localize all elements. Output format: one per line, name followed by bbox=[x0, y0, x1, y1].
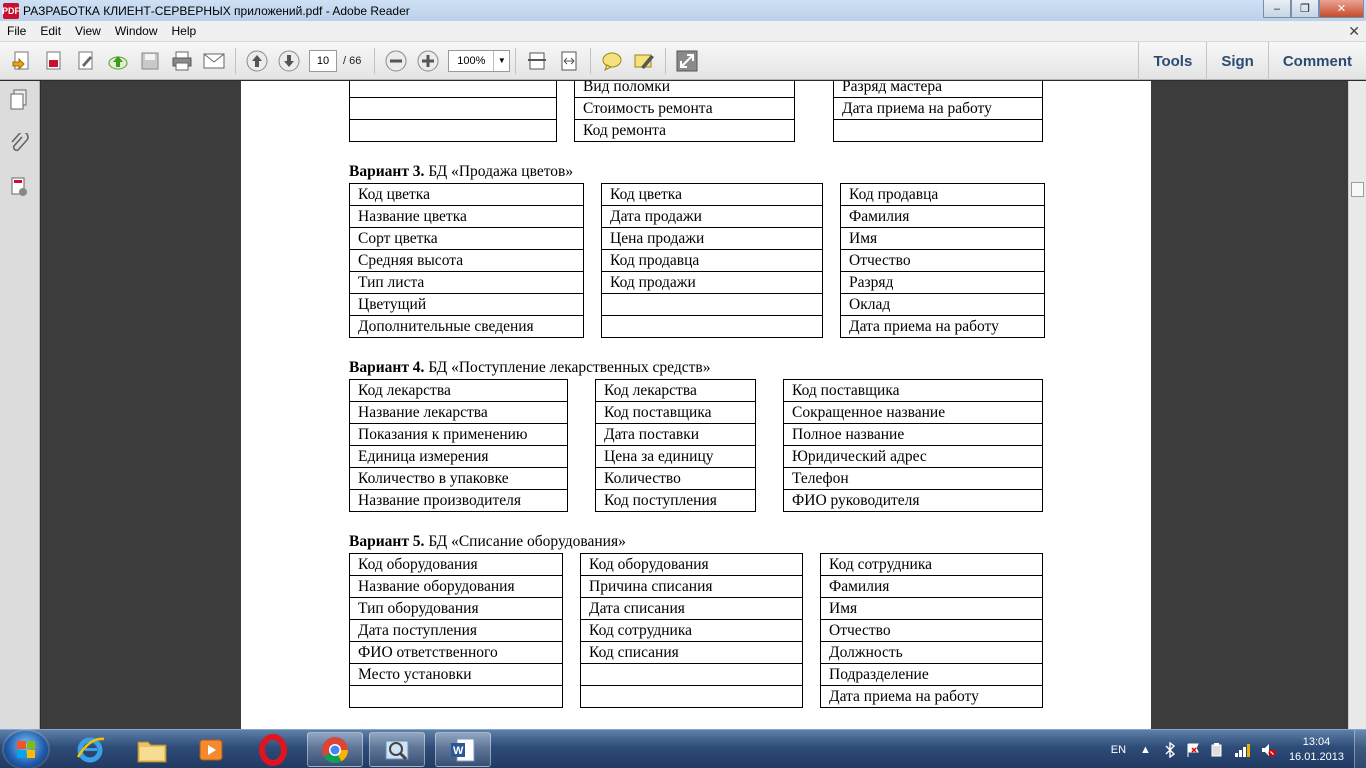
table-v5-equipment bbox=[349, 553, 563, 708]
table-cell bbox=[350, 120, 557, 142]
chevron-down-icon[interactable]: ▼ bbox=[493, 51, 509, 71]
document-viewer[interactable] bbox=[41, 81, 1348, 729]
upload-cloud-icon[interactable] bbox=[105, 48, 131, 74]
page-number-input[interactable]: 10 bbox=[309, 50, 337, 72]
language-indicator[interactable]: EN bbox=[1110, 743, 1127, 756]
table-cell: Код оборудования bbox=[350, 554, 563, 576]
pdf-page bbox=[241, 81, 1151, 729]
volume-muted-icon[interactable] bbox=[1260, 742, 1276, 758]
table-cell: Код лекарства bbox=[596, 380, 756, 402]
table-cell: Разряд bbox=[841, 272, 1045, 294]
table-top-col2 bbox=[574, 81, 795, 142]
table-cell: Код поставщика bbox=[784, 380, 1043, 402]
fit-width-icon[interactable] bbox=[556, 48, 582, 74]
table-cell: Юридический адрес bbox=[784, 446, 1043, 468]
svg-text:W: W bbox=[453, 744, 464, 757]
table-cell: Название лекарства bbox=[350, 402, 568, 424]
table-cell: Название оборудования bbox=[350, 576, 563, 598]
table-cell: Средняя высота bbox=[350, 250, 584, 272]
table-v3-sellers bbox=[840, 183, 1045, 338]
menu-view[interactable]: View bbox=[75, 24, 101, 38]
scrollbar-thumb[interactable] bbox=[1351, 182, 1364, 197]
system-clock[interactable] bbox=[1289, 735, 1344, 765]
table-cell: Дата приема на работу bbox=[821, 686, 1043, 708]
table-cell: ФИО ответственного bbox=[350, 642, 563, 664]
table-cell: ФИО руководителя bbox=[784, 490, 1043, 512]
print-icon[interactable] bbox=[169, 48, 195, 74]
zoom-in-icon[interactable] bbox=[415, 48, 441, 74]
tools-button[interactable]: Tools bbox=[1138, 42, 1206, 80]
ie-icon[interactable] bbox=[62, 732, 118, 767]
table-cell: Должность bbox=[821, 642, 1043, 664]
table-cell: Код продавца bbox=[841, 184, 1045, 206]
table-cell: Количество в упаковке bbox=[350, 468, 568, 490]
table-cell: Сорт цветка bbox=[350, 228, 584, 250]
table-cell: Дата списания bbox=[581, 598, 803, 620]
windows-taskbar bbox=[0, 729, 1366, 768]
toolbar-separator bbox=[590, 48, 591, 74]
export-pdf-icon[interactable] bbox=[41, 48, 67, 74]
table-cell: Вид поломки bbox=[575, 81, 795, 98]
attachments-icon[interactable] bbox=[8, 133, 30, 155]
table-cell: Тип листа bbox=[350, 272, 584, 294]
main-toolbar bbox=[0, 42, 1366, 80]
window-title-bar[interactable] bbox=[0, 0, 1366, 21]
table-cell: Код ремонта bbox=[575, 120, 795, 142]
variant-label: Вариант 4. bbox=[349, 359, 425, 376]
chrome-icon[interactable] bbox=[307, 732, 363, 767]
toolbar-separator bbox=[515, 48, 516, 74]
toolbar-separator bbox=[235, 48, 236, 74]
table-cell bbox=[834, 120, 1043, 142]
variant-title: БД «Продажа цветов» bbox=[424, 163, 574, 180]
table-cell: Цветущий bbox=[350, 294, 584, 316]
previous-page-icon[interactable] bbox=[244, 48, 270, 74]
table-top-col3 bbox=[833, 81, 1043, 142]
fit-page-icon[interactable] bbox=[524, 48, 550, 74]
table-top-col1 bbox=[349, 81, 557, 142]
page-total: / 66 bbox=[343, 54, 362, 67]
windows-logo-icon bbox=[17, 741, 35, 758]
adobe-reader-icon: PDF bbox=[3, 3, 19, 19]
table-cell: Дата поступления bbox=[350, 620, 563, 642]
table-cell bbox=[581, 686, 803, 708]
table-cell: Цена за единицу bbox=[596, 446, 756, 468]
table-cell: Код лекарства bbox=[350, 380, 568, 402]
table-cell: Название цветка bbox=[350, 206, 584, 228]
variant-title: БД «Поступление лекарственных средств» bbox=[424, 359, 711, 376]
table-cell: Название производителя bbox=[350, 490, 568, 512]
media-player-icon[interactable] bbox=[183, 732, 239, 767]
toolbar-separator bbox=[374, 48, 375, 74]
comment-bubble-icon[interactable] bbox=[599, 48, 625, 74]
table-cell: Код цветка bbox=[350, 184, 584, 206]
page-thumbnails-icon[interactable] bbox=[8, 89, 30, 111]
next-page-icon[interactable] bbox=[276, 48, 302, 74]
navigation-pane bbox=[0, 81, 40, 729]
variant-label: Вариант 3. bbox=[349, 163, 425, 180]
table-v5-employees bbox=[820, 553, 1043, 708]
show-hidden-icons-icon[interactable]: ▲ bbox=[1140, 743, 1151, 756]
table-cell: Код оборудования bbox=[581, 554, 803, 576]
word-icon[interactable] bbox=[435, 732, 491, 767]
table-cell: Код списания bbox=[581, 642, 803, 664]
table-cell: Код сотрудника bbox=[821, 554, 1043, 576]
table-cell: Стоимость ремонта bbox=[575, 98, 795, 120]
close-button[interactable]: ✕ bbox=[1319, 0, 1364, 18]
zoom-value: 100% bbox=[457, 54, 486, 67]
variant-label: Вариант 5. bbox=[349, 533, 425, 550]
restore-button[interactable]: ❐ bbox=[1291, 0, 1319, 18]
show-desktop-button[interactable] bbox=[1354, 730, 1366, 768]
clock-time: 13:04 bbox=[1302, 735, 1331, 748]
variant-title: БД «Списание оборудования» bbox=[424, 533, 626, 550]
table-cell: Код сотрудника bbox=[581, 620, 803, 642]
table-cell: Дата приема на работу bbox=[841, 316, 1045, 338]
table-v4-receipts bbox=[595, 379, 756, 512]
table-cell: Код поступления bbox=[596, 490, 756, 512]
start-button[interactable] bbox=[4, 731, 48, 768]
variant-4-heading bbox=[349, 359, 710, 377]
create-pdf-icon[interactable] bbox=[9, 48, 35, 74]
network-signal-icon[interactable] bbox=[1234, 742, 1250, 758]
menu-file[interactable]: File bbox=[7, 24, 27, 38]
table-cell: Количество bbox=[596, 468, 756, 490]
clock-date: 16.01.2013 bbox=[1288, 750, 1344, 763]
table-cell: Отчество bbox=[841, 250, 1045, 272]
bluetooth-icon[interactable] bbox=[1164, 742, 1176, 758]
table-cell: Тип оборудования bbox=[350, 598, 563, 620]
table-cell: Цена продажи bbox=[602, 228, 823, 250]
table-cell: Телефон bbox=[784, 468, 1043, 490]
table-v4-suppliers bbox=[783, 379, 1043, 512]
table-cell bbox=[350, 98, 557, 120]
expand-icon[interactable] bbox=[674, 48, 700, 74]
table-cell: Фамилия bbox=[821, 576, 1043, 598]
table-cell: Полное название bbox=[784, 424, 1043, 446]
vertical-scrollbar[interactable] bbox=[1348, 81, 1366, 729]
table-cell: Имя bbox=[821, 598, 1043, 620]
table-cell bbox=[350, 81, 557, 98]
variant-5-heading bbox=[349, 533, 626, 551]
menu-bar bbox=[0, 21, 1366, 42]
table-cell: Отчество bbox=[821, 620, 1043, 642]
highlight-text-icon[interactable] bbox=[631, 48, 657, 74]
opera-icon[interactable] bbox=[245, 732, 301, 767]
table-cell: Код цветка bbox=[602, 184, 823, 206]
edit-pdf-icon[interactable] bbox=[73, 48, 99, 74]
table-cell: Фамилия bbox=[841, 206, 1045, 228]
action-center-flag-icon[interactable] bbox=[1186, 742, 1200, 758]
table-cell: Сокращенное название bbox=[784, 402, 1043, 424]
zoom-out-icon[interactable] bbox=[383, 48, 409, 74]
table-cell: Дополнительные сведения bbox=[350, 316, 584, 338]
table-cell: Код продажи bbox=[602, 272, 823, 294]
table-cell: Дата приема на работу bbox=[834, 98, 1043, 120]
menu-window[interactable]: Window bbox=[114, 24, 158, 38]
table-cell: Показания к применению bbox=[350, 424, 568, 446]
zoom-select[interactable] bbox=[448, 50, 510, 72]
table-cell: Единица измерения bbox=[350, 446, 568, 468]
table-v3-flowers bbox=[349, 183, 584, 338]
device-icon[interactable] bbox=[1210, 742, 1224, 758]
window-title: РАЗРАБОТКА КЛИЕНТ-СЕРВЕРНЫХ приложений.pdf - Adobe Reader bbox=[23, 3, 410, 18]
table-cell: Дата продажи bbox=[602, 206, 823, 228]
signatures-icon[interactable] bbox=[8, 176, 30, 198]
email-icon[interactable] bbox=[201, 48, 227, 74]
table-v3-sales bbox=[601, 183, 823, 338]
table-v4-medicines bbox=[349, 379, 568, 512]
toolbar-separator bbox=[665, 48, 666, 74]
table-cell bbox=[350, 686, 563, 708]
comment-button[interactable]: Comment bbox=[1268, 42, 1366, 80]
table-v5-writeoffs bbox=[580, 553, 803, 708]
table-cell: Причина списания bbox=[581, 576, 803, 598]
menu-edit[interactable]: Edit bbox=[40, 24, 62, 38]
table-cell: Оклад bbox=[841, 294, 1045, 316]
table-cell: Код продавца bbox=[602, 250, 823, 272]
sign-button[interactable]: Sign bbox=[1206, 42, 1268, 80]
save-icon[interactable] bbox=[137, 48, 163, 74]
variant-3-heading bbox=[349, 163, 573, 181]
table-cell: Дата поставки bbox=[596, 424, 756, 446]
table-cell bbox=[602, 294, 823, 316]
table-cell: Код поставщика bbox=[596, 402, 756, 424]
minimize-button[interactable]: – bbox=[1263, 0, 1291, 18]
table-cell bbox=[581, 664, 803, 686]
system-tray bbox=[1111, 730, 1366, 768]
explorer-folder-icon[interactable] bbox=[124, 732, 180, 767]
table-cell bbox=[602, 316, 823, 338]
table-cell: Разряд мастера bbox=[834, 81, 1043, 98]
table-cell: Место установки bbox=[350, 664, 563, 686]
close-document-icon[interactable]: ✕ bbox=[1348, 23, 1360, 39]
search-app-icon[interactable] bbox=[369, 732, 425, 767]
menu-help[interactable]: Help bbox=[171, 24, 197, 38]
table-cell: Подразделение bbox=[821, 664, 1043, 686]
table-cell: Имя bbox=[841, 228, 1045, 250]
